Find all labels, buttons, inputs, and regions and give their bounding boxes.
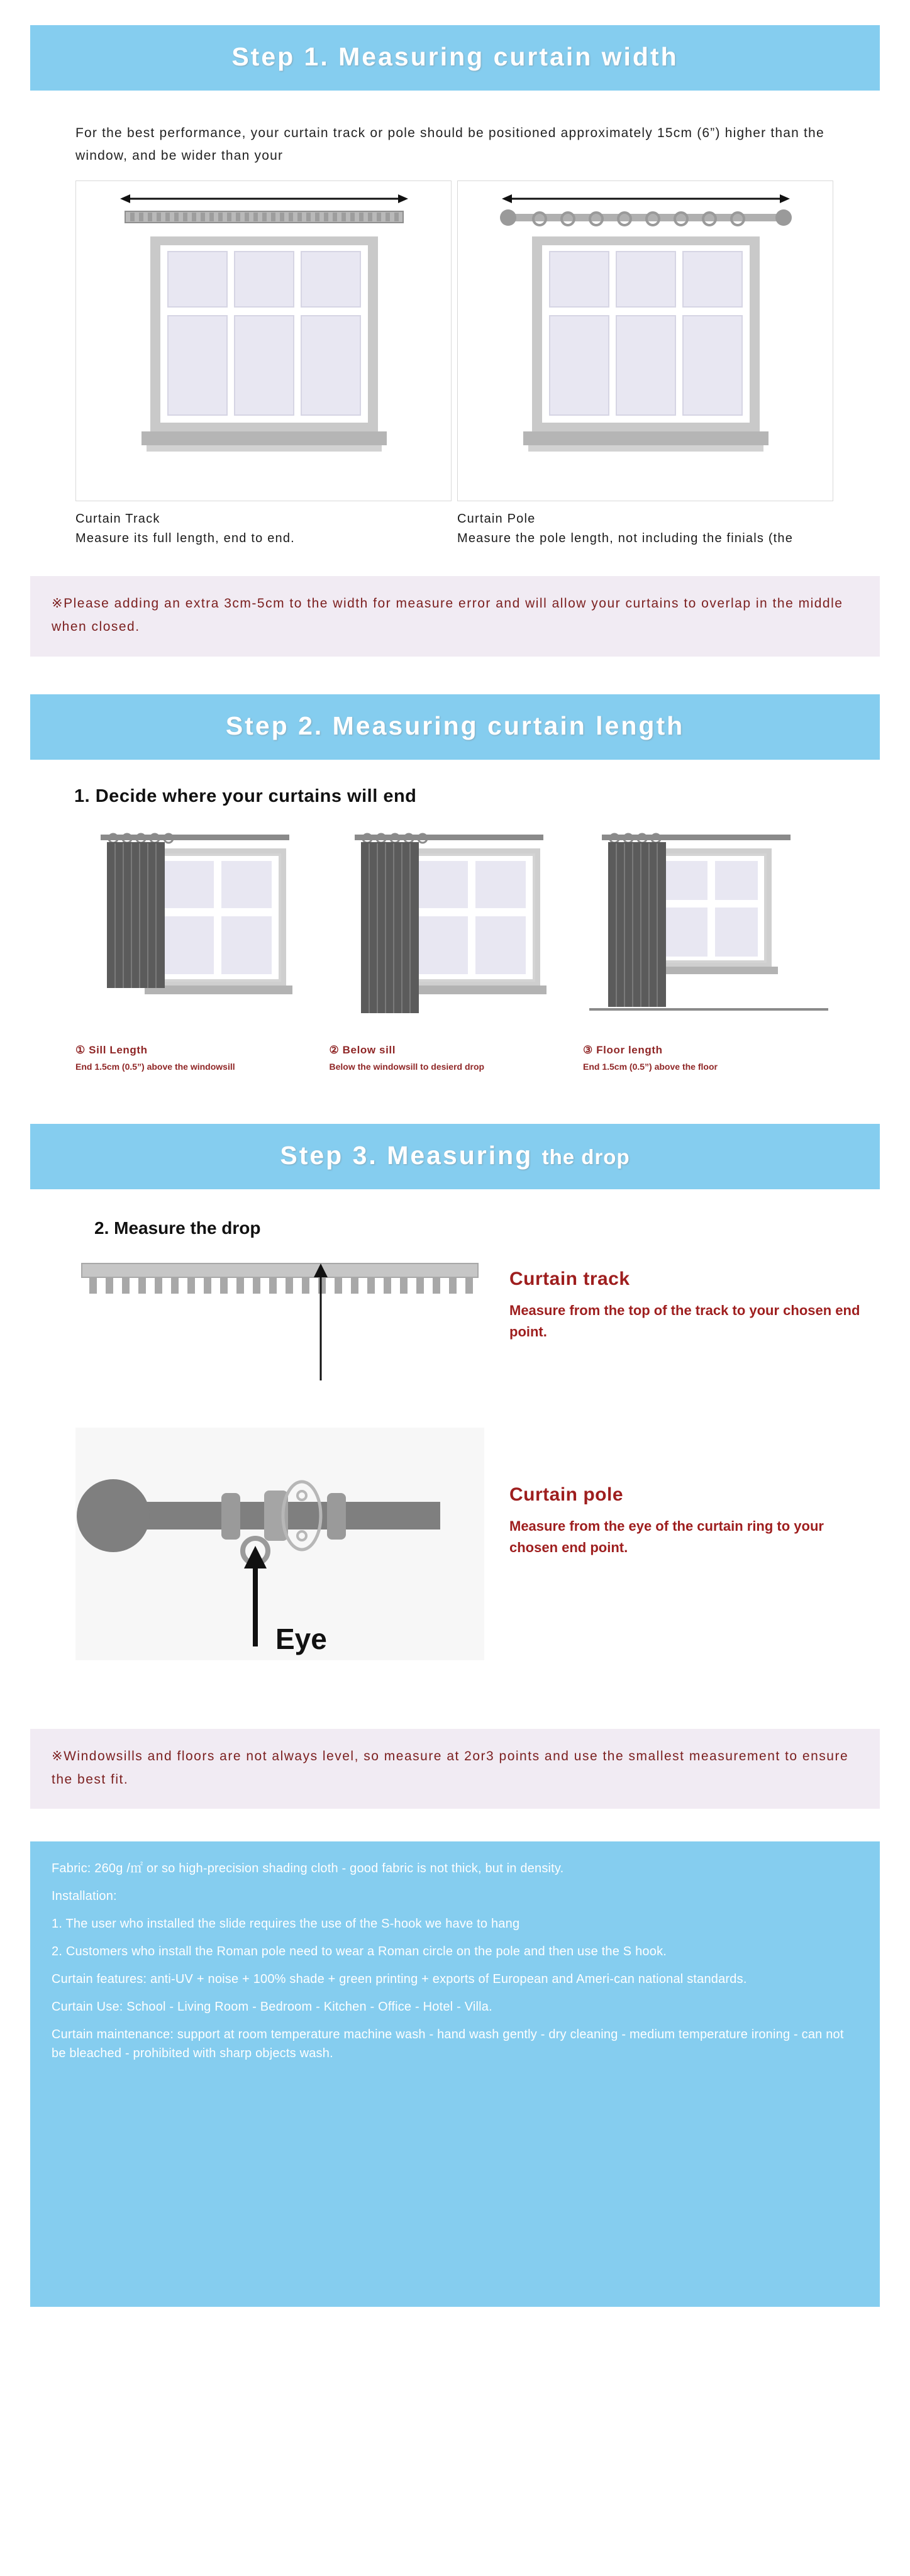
floor-length-title: ③ Floor length	[583, 1043, 663, 1056]
curtain-pole-svg	[458, 181, 834, 502]
footer-line-install-1: 1. The user who installed the slide requires the use of the S-hook we have to hang	[52, 1917, 520, 1931]
step1-diagram-row	[75, 180, 835, 548]
below-sill-svg	[330, 823, 581, 1040]
spacer-after-step1	[0, 657, 910, 694]
curtain-track-heading: Curtain track	[509, 1268, 630, 1289]
track-drop-illustration	[75, 1255, 484, 1390]
step2-options-row	[75, 823, 835, 1074]
sill-length-svg	[75, 823, 327, 1040]
pole-drop-illustration	[75, 1428, 484, 1663]
step1-intro: For the best performance, your curtain track or pole should be positioned approximately 15cm (6”) higher than the window, and be wider than your	[75, 126, 824, 163]
step3-notice: ※Windowsills and floors are not always level, so measure at 2or3 points and use the smallest measurement to ensure the best fit.	[30, 1729, 880, 1809]
curtain-track-illustration	[75, 180, 452, 501]
option-sill-length	[75, 823, 327, 1074]
curtain-pole-caption	[457, 509, 835, 548]
curtain-track-caption-desc: Measure its full length, end to end.	[75, 531, 295, 546]
footer-line-features: Curtain features: anti-UV + noise + 100% shade + green printing + exports of European and Ameri-can national standards.	[52, 1972, 747, 1987]
step3-title-small: the drop	[541, 1145, 630, 1169]
floor-length-desc: End 1.5cm (0.5”) above the floor	[583, 1061, 718, 1072]
spacer-after-step2	[0, 1074, 910, 1124]
step2-subhead: 1. Decide where your curtains will end	[74, 786, 417, 806]
footer-line-maintenance: Curtain maintenance: support at room temperature machine wash - hand wash gently - dry cleaning - medium temperature ironing - can not be bleached - prohibited with sharp objects wash.	[52, 2028, 844, 2061]
below-sill-illustration	[330, 823, 581, 1040]
curtain-track-card	[75, 180, 453, 548]
option-floor-length	[583, 823, 835, 1074]
curtain-pole-illustration	[457, 180, 833, 501]
curtain-pole-card	[457, 180, 835, 548]
sill-length-illustration	[75, 823, 327, 1040]
curtain-track-caption	[75, 509, 453, 548]
curtain-track-drop-row	[75, 1255, 910, 1390]
option-below-sill	[330, 823, 581, 1074]
pole-drop-svg	[75, 1428, 484, 1660]
sill-length-title: ① Sill Length	[75, 1043, 148, 1056]
sill-length-desc: End 1.5cm (0.5”) above the windowsill	[75, 1061, 235, 1072]
below-sill-title: ② Below sill	[329, 1043, 396, 1056]
top-spacer	[0, 0, 910, 25]
step3-title: Step 3. Measuring	[280, 1140, 542, 1170]
step3-subhead: 2. Measure the drop	[94, 1218, 261, 1238]
step2-title: Step 2. Measuring curtain length	[225, 711, 685, 740]
curtain-pole-caption-title: Curtain Pole	[457, 512, 536, 526]
footer-line-install-2: 2. Customers who install the Roman pole need to wear a Roman circle on the pole and then use the S hook.	[52, 1945, 667, 1959]
footer-line-use: Curtain Use: School - Living Room - Bedroom - Kitchen - Office - Hotel - Villa.	[52, 2000, 492, 2014]
product-details-block	[30, 1841, 880, 2307]
step1-notice: ※Please adding an extra 3cm-5cm to the width for measure error and will allow your curtains to overlap in the middle when closed.	[30, 576, 880, 657]
curtain-pole-caption-desc: Measure the pole length, not including the finials (the	[457, 531, 794, 546]
footer-line-fabric: Fabric: 260g /㎡ or so high-precision shading cloth - good fabric is not thick, but in density.	[52, 1862, 564, 1876]
track-drop-svg	[75, 1255, 484, 1387]
curtain-pole-instruction: Measure from the eye of the curtain ring to your chosen end point.	[509, 1518, 824, 1555]
pole-drop-text	[509, 1428, 862, 1558]
below-sill-desc: Below the windowsill to desierd drop	[329, 1061, 485, 1072]
curtain-track-svg	[76, 181, 452, 502]
floor-length-illustration	[583, 823, 835, 1040]
footer-line-installation: Installation:	[52, 1889, 117, 1904]
step1-banner	[30, 25, 880, 91]
step1-title: Step 1. Measuring curtain width	[231, 42, 679, 71]
track-drop-text	[509, 1255, 862, 1343]
step3-banner	[30, 1124, 880, 1189]
curtain-track-caption-title: Curtain Track	[75, 512, 160, 526]
step2-banner	[30, 694, 880, 760]
curtain-pole-heading: Curtain pole	[509, 1484, 624, 1505]
curtain-pole-drop-row	[75, 1428, 910, 1663]
curtain-track-instruction: Measure from the top of the track to your chosen end point.	[509, 1302, 860, 1340]
floor-length-svg	[583, 823, 835, 1040]
spacer-before-notice2	[0, 1663, 910, 1701]
eye-label: Eye	[275, 1622, 327, 1655]
